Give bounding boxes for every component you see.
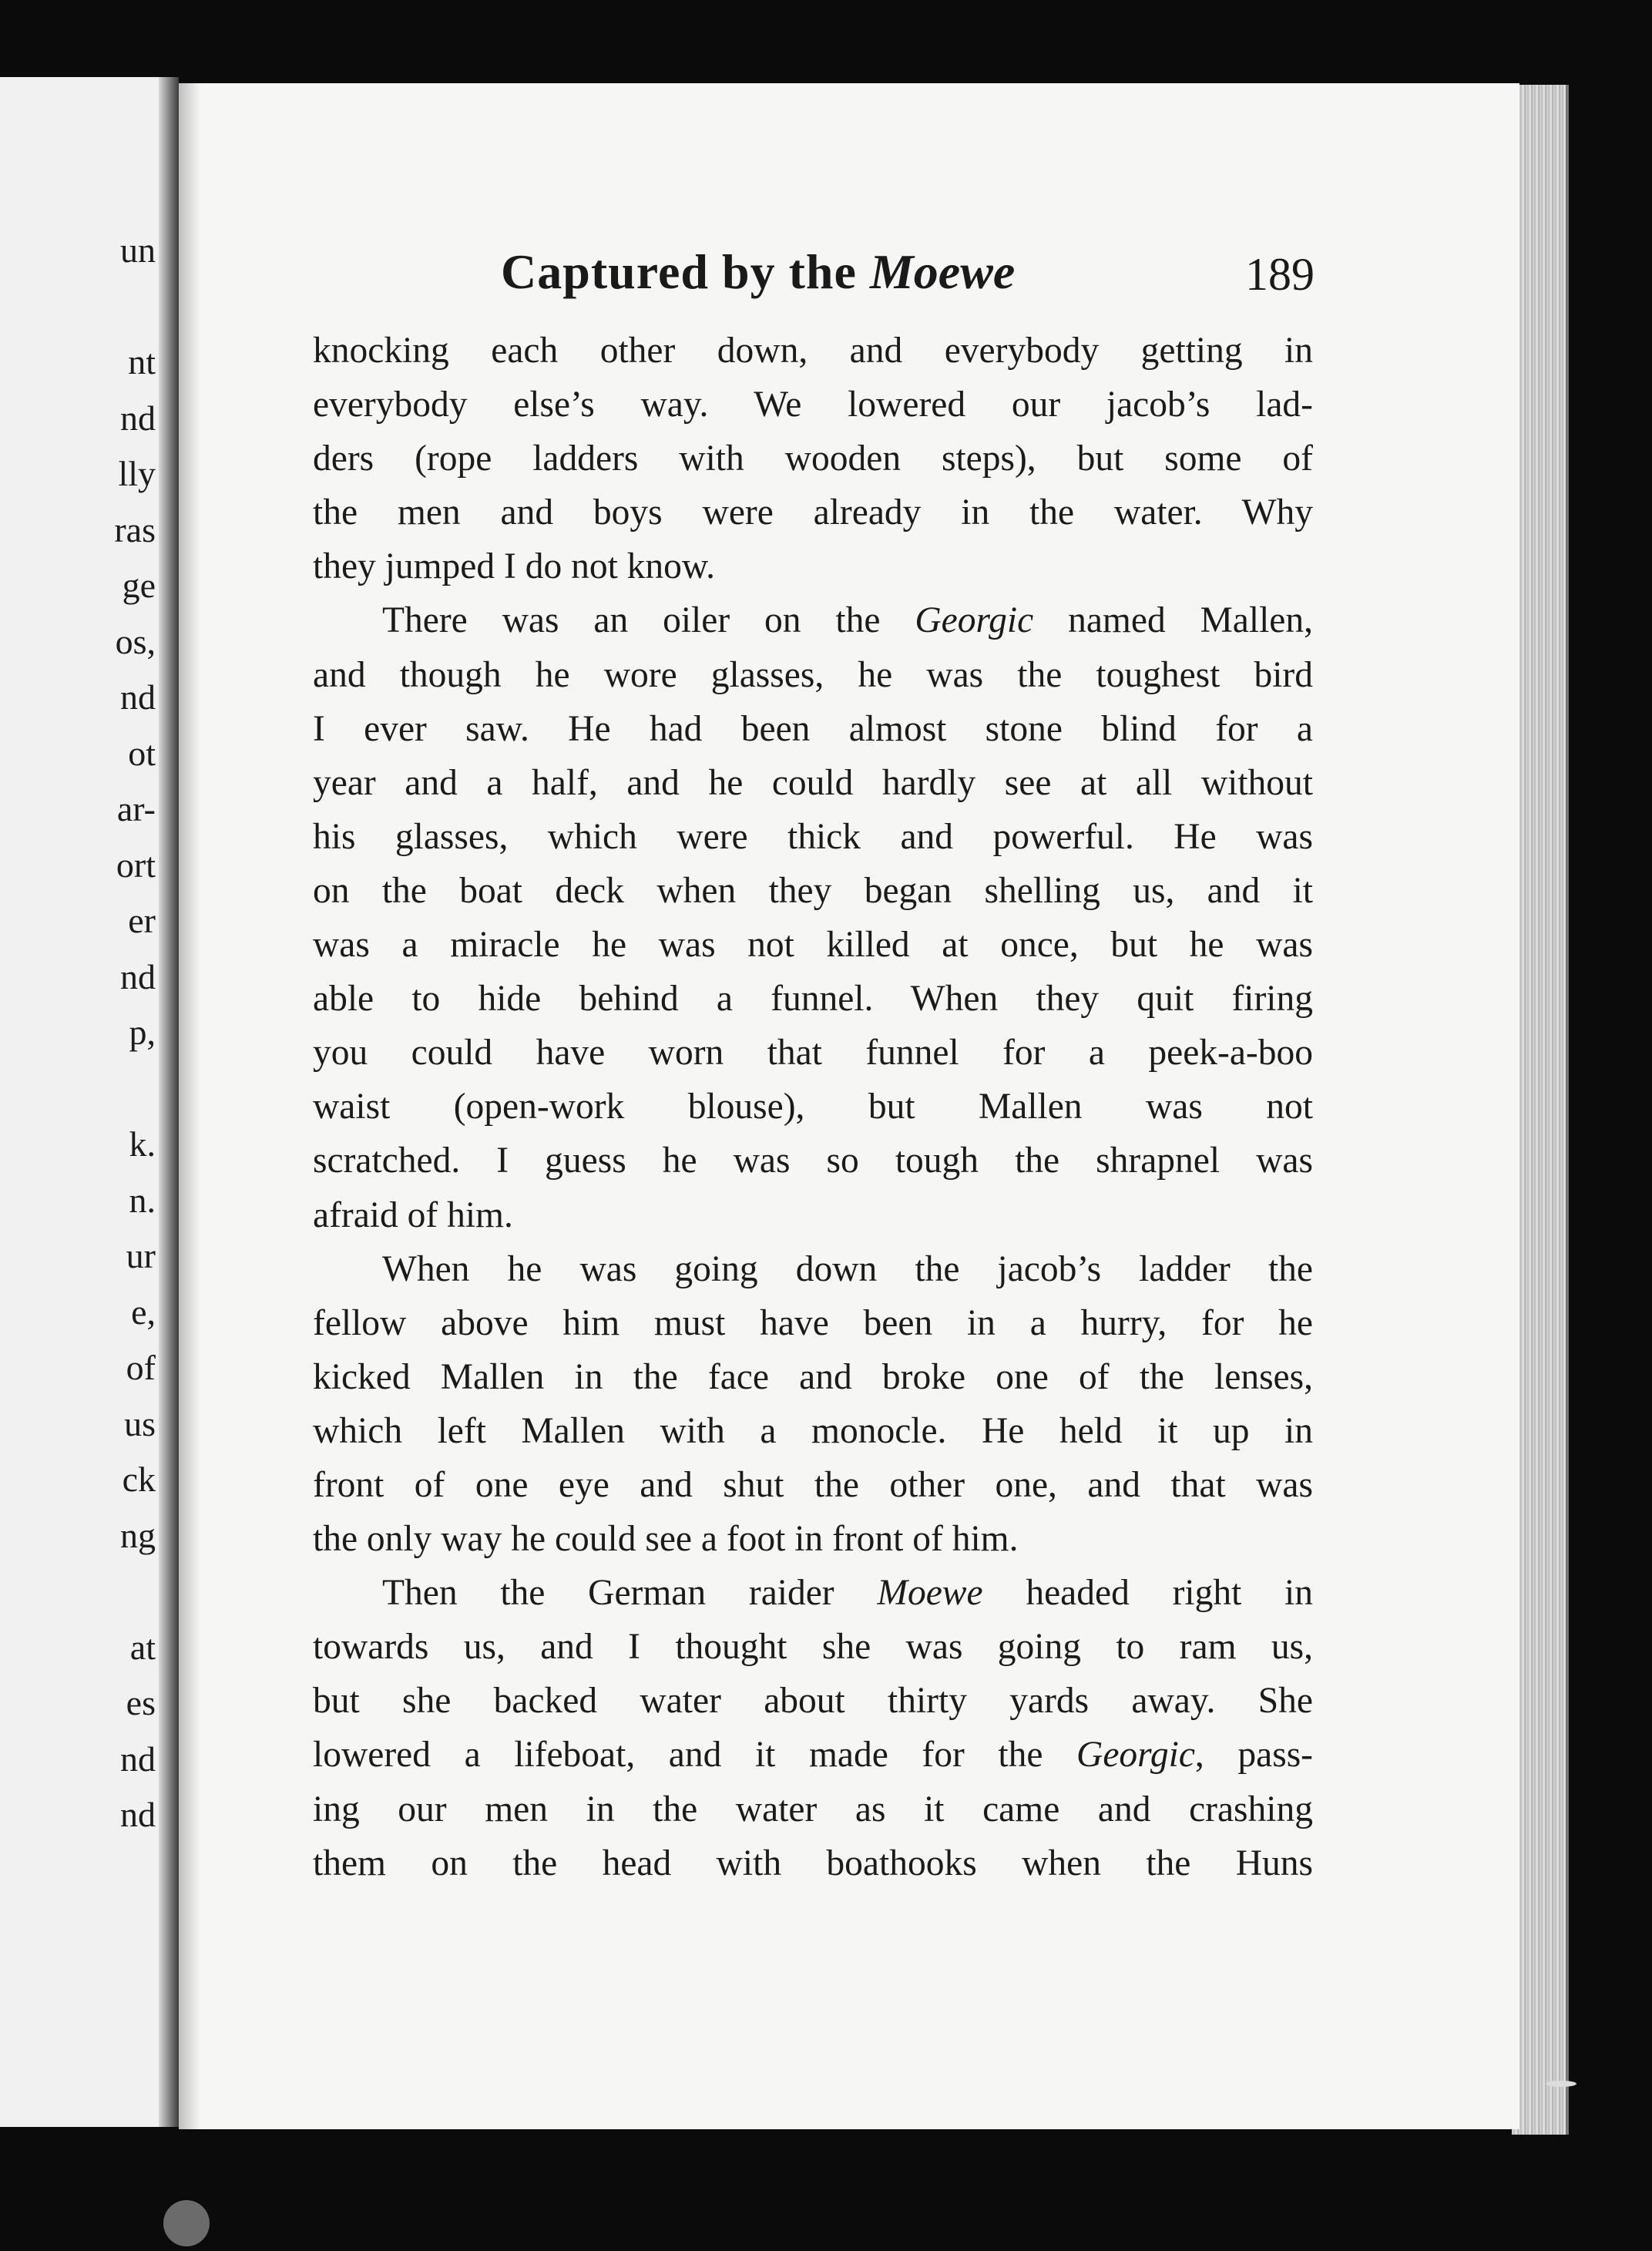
text-segment: named Mallen, [1033, 600, 1313, 641]
scan-dust [163, 2200, 210, 2246]
facing-page-fragment: nd [120, 1795, 156, 1834]
facing-page-fragment: es [126, 1683, 156, 1722]
text-line [313, 432, 1313, 485]
facing-page-fragment: n. [129, 1180, 156, 1220]
text-segment: was a miracle he was not killed at once, but he was [313, 925, 1313, 966]
facing-page-fragment: er [128, 901, 156, 940]
text-line [313, 324, 1313, 378]
body-text [313, 324, 1313, 1890]
scan-dust [1546, 2081, 1576, 2087]
text-line [313, 1404, 1313, 1458]
facing-page-fragment: ort [116, 845, 156, 885]
text-line [313, 864, 1313, 918]
italic-text: Georgic [1076, 1735, 1195, 1776]
facing-page-fragment: nd [120, 1739, 156, 1779]
text-line [313, 1620, 1313, 1674]
italic-text: Georgic [915, 600, 1034, 641]
facing-page-fragment: lly [118, 454, 156, 493]
facing-page-fragment: ot [128, 733, 156, 773]
text-line [313, 485, 1313, 539]
facing-page-left [0, 77, 179, 2127]
text-line [313, 1674, 1313, 1728]
text-segment: able to hide behind a funnel. When they quit firing [313, 979, 1313, 1020]
facing-page-fragment: ur [126, 1236, 156, 1275]
text-segment: but she backed water about thirty yards away. She [313, 1681, 1313, 1722]
text-line [313, 918, 1313, 972]
facing-page-fragment: os, [115, 621, 156, 661]
text-segment: scratched. I guess he was so tough the shrapnel was [313, 1141, 1313, 1181]
facing-page-fragment: of [126, 1348, 156, 1387]
running-head-title: Captured by the [501, 244, 870, 299]
text-segment: Then the German raider [382, 1573, 878, 1614]
facing-page-fragment: nd [120, 956, 156, 996]
facing-page-fragment: us [124, 1403, 156, 1443]
text-segment: fellow above him must have been in a hurry, for he [313, 1302, 1313, 1343]
text-segment: year and a half, and he could hardly see at all without [313, 762, 1313, 803]
text-segment: his glasses, which were thick and powerful. He was [313, 816, 1313, 857]
facing-page-fragment: un [120, 230, 156, 270]
facing-page-fragment: k. [129, 1124, 156, 1164]
text-line [313, 1242, 1313, 1296]
text-line [313, 810, 1313, 864]
text-segment: on the boat deck when they began shelling us, and it [313, 870, 1313, 911]
italic-text: Moewe [877, 1573, 983, 1614]
text-segment: I ever saw. He had been almost stone blind for a [313, 708, 1313, 749]
text-line [313, 1350, 1313, 1404]
facing-page-fragment: nd [120, 677, 156, 717]
text-line [313, 378, 1313, 432]
text-line [313, 539, 1313, 593]
text-line [313, 1782, 1313, 1836]
text-line [313, 702, 1313, 756]
text-line [313, 1836, 1313, 1890]
text-segment: them on the head with boathooks when the Huns [313, 1843, 1313, 1883]
facing-page-fragment: nd [120, 398, 156, 438]
text-segment: ders (rope ladders with wooden steps), but some of [313, 438, 1313, 479]
text-segment: ing our men in the water as it came and crashing [313, 1789, 1313, 1829]
text-line [313, 756, 1313, 810]
text-segment: kicked Mallen in the face and broke one of the lenses, [313, 1356, 1313, 1397]
gutter-shadow [159, 77, 179, 2127]
facing-page-fragment: p, [129, 1013, 156, 1052]
text-segment: knocking each other down, and everybody getting in [313, 331, 1313, 371]
text-line [313, 1458, 1313, 1512]
running-head-title-italic: Moewe [869, 244, 1016, 299]
text-line [313, 1728, 1313, 1782]
text-segment: When he was going down the jacob’s ladder the [382, 1248, 1313, 1289]
gutter-shadow-right [179, 83, 200, 2129]
text-segment: There was an oiler on the [382, 600, 915, 641]
running-head [501, 244, 1310, 301]
text-line [313, 1026, 1313, 1080]
text-line [313, 1188, 1313, 1242]
text-segment: afraid of him. [313, 1194, 513, 1235]
text-line [313, 1566, 1313, 1620]
text-segment: , pass- [1194, 1735, 1313, 1776]
text-line [313, 972, 1313, 1026]
text-line [313, 1080, 1313, 1134]
facing-page-fragment: ng [120, 1515, 156, 1555]
text-segment: waist (open-work blouse), but Mallen was not [313, 1087, 1313, 1127]
text-segment: lowered a lifeboat, and it made for the [313, 1735, 1077, 1776]
page-edges [1512, 85, 1569, 2135]
text-segment: which left Mallen with a monocle. He held it up in [313, 1410, 1313, 1451]
text-segment: the men and boys were already in the water. Why [313, 492, 1313, 533]
text-segment: front of one eye and shut the other one, and that was [313, 1464, 1313, 1505]
facing-page-fragment: ge [122, 566, 156, 605]
facing-page-fragment: at [129, 1627, 156, 1667]
facing-page-fragment: nt [128, 342, 156, 381]
text-segment: they jumped I do not know. [313, 546, 715, 587]
text-line [313, 1134, 1313, 1188]
page-number: 189 [1245, 249, 1315, 300]
text-segment: everybody else’s way. We lowered our jacob’s lad- [313, 385, 1313, 425]
facing-page-fragment: e, [131, 1292, 156, 1332]
text-segment: you could have worn that funnel for a peek-a-boo [313, 1033, 1313, 1073]
text-line [313, 648, 1313, 702]
text-line [313, 1296, 1313, 1350]
facing-page-fragment: ar- [116, 789, 156, 828]
text-segment: and though he wore glasses, he was the toughest bird [313, 654, 1313, 695]
facing-page-fragment: ck [122, 1460, 156, 1499]
text-line [313, 593, 1313, 647]
text-line [313, 1512, 1313, 1566]
text-segment: towards us, and I thought she was going to ram us, [313, 1627, 1313, 1668]
facing-page-fragment: ras [114, 509, 156, 549]
text-segment: the only way he could see a foot in front of him. [313, 1519, 1019, 1560]
text-segment: headed right in [982, 1573, 1313, 1614]
